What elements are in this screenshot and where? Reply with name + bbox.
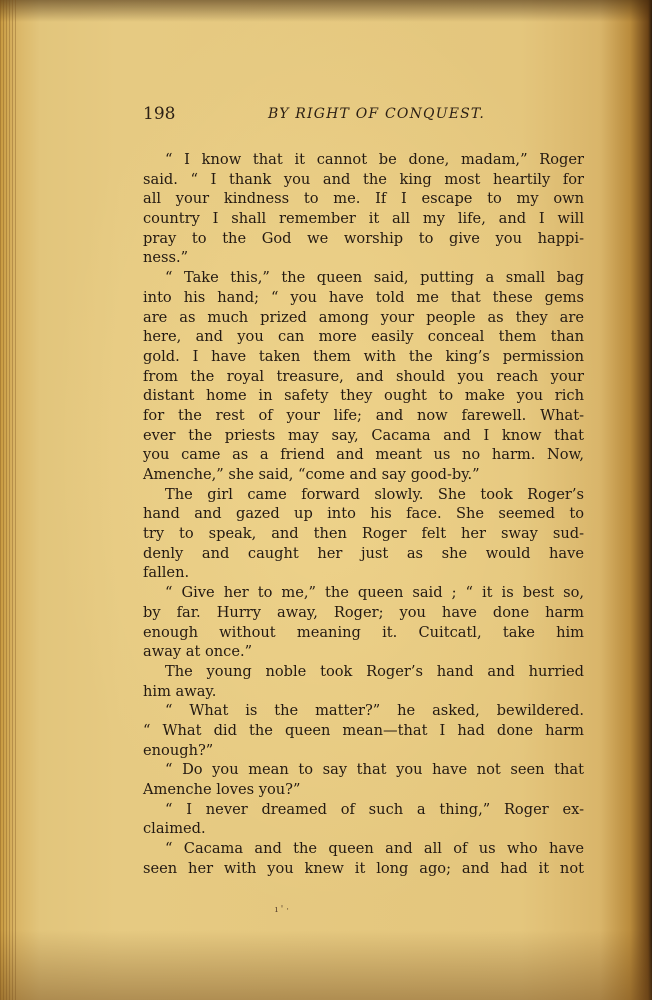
page-number: 198 [143,104,176,124]
text-line: “ I know that it cannot be done, madam,” Roger [165,151,584,168]
text-line: by far. Hurry away, Roger; you have done harm [143,603,584,621]
text-line: you came as a friend and meant us no harm. Now, [143,446,584,464]
text-line: pray to the God we worship to give you happi- [143,229,584,247]
text-line: all your kindness to me. If I escape to my own [143,190,584,208]
text-line: into his hand; “ you have told me that these gems [143,288,584,306]
text-line: said. “ I thank you and the king most heartily for [143,170,584,188]
text-line: him away. [143,682,217,700]
text-line: “ What is the matter?” he asked, bewildered. [165,702,584,720]
text-line: “ Give her to me,” the queen said ; “ it is best so, [165,584,584,602]
text-line: ness.” [143,249,189,267]
running-head: BY RIGHT OF CONQUEST. [267,106,486,122]
text-line: “ What did the queen mean—that I had done harm [143,721,584,739]
text-line: “ Take this,” the queen said, putting a small bag [165,269,584,287]
text-line: try to speak, and then Roger felt her sway sud- [143,525,584,543]
text-line: gold. I have taken them with the king’s permission [143,347,584,365]
text-line: are as much prized among your people as they are [143,308,584,326]
text-line: claimed. [143,820,206,838]
text-line: The girl came forward slowly. She took Roger’s [165,485,584,503]
text-line: country I shall remember it all my life, and I will [143,210,584,228]
text-line: enough without meaning it. Cuitcatl, take him [143,623,584,641]
text-line: enough?” [143,741,214,759]
text-line: ever the priests may say, Cacama and I know that [143,426,584,444]
text-line: from the royal treasure, and should you reach your [143,367,584,385]
text-line: here, and you can more easily conceal them than [143,328,584,346]
footer-mark: ı ' · [275,905,289,915]
text-line: “ I never dreamed of such a thing,” Roger ex- [165,800,584,818]
text-line: hand and gazed up into his face. She seemed to [143,505,584,523]
text-line: for the rest of your life; and now farewell. What- [143,406,584,424]
page-edge [0,0,16,1000]
text-line: Amenche loves you?” [143,781,301,798]
text-line: fallen. [143,564,190,582]
text-line: “ Cacama and the queen and all of us who have [165,840,584,858]
text-line: denly and caught her just as she would have [143,544,584,562]
text-line: distant home in safety they ought to make you rich [143,387,584,405]
text-line: The young noble took Roger’s hand and hurried [165,662,584,680]
text-line: away at once.” [143,643,253,661]
text-line: seen her with you knew it long ago; and had it not [143,859,584,877]
text-line: “ Do you mean to say that you have not seen that [165,761,584,779]
page-body [143,150,584,878]
text-line: Amenche,” she said, “come and say good-by.” [143,466,480,483]
page-header [143,104,588,128]
